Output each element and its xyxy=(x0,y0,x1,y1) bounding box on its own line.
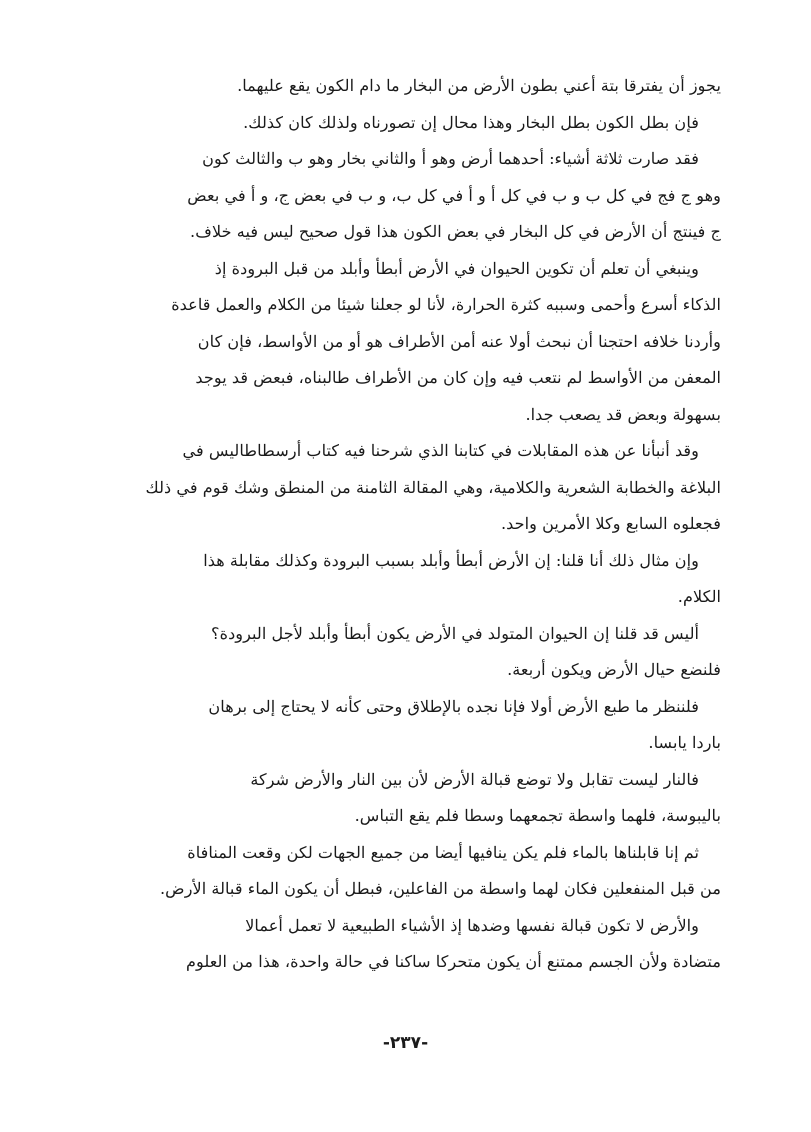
text-line: فجعلوه السابع وكلا الأمرين واحد. xyxy=(500,514,721,533)
text-line: وأردنا خلافه احتجنا أن نبحث أولا عنه أمن الأطراف هو أو من الأواسط، فإن كان xyxy=(197,331,721,351)
text-line: الكلام. xyxy=(677,587,721,606)
text-line: من قبل المنفعلين فكان لهما واسطة من الفاعلين، فبطل أن يكون الماء قبالة الأرض. xyxy=(159,879,721,898)
text-line: وينبغي أن تعلم أن تكوين الحيوان في الأرض أبطأ وأبلد من قبل البرودة إذ xyxy=(214,258,699,278)
text-line: وقد أنبأنا عن هذه المقابلات في كتابنا الذي شرحنا فيه كتاب أرسطاطاليس في xyxy=(182,441,699,460)
text-line: البلاغة والخطابة الشعرية والكلامية، وهي المقالة الثامنة من المنطق وشك قوم في ذلك xyxy=(145,477,721,497)
text-line: وهو ج فج في كل ب و ب في كل أ و أ في كل ب، و ب في بعض ج، و أ في بعض xyxy=(187,185,721,205)
body-text xyxy=(92,68,721,981)
text-line: الذكاء أسرع وأحمى وسببه كثرة الحرارة، لأنا لو جعلنا شيئا من الكلام والعمل قاعدة xyxy=(171,295,721,314)
text-line: بسهولة وبعض قد يصعب جدا. xyxy=(525,404,721,424)
text-line: باردا يابسا. xyxy=(648,733,721,752)
text-line: ج فينتج أن الأرض في كل البخار في بعض الكون هذا قول صحيح ليس فيه خلاف. xyxy=(190,222,721,241)
text-line: المعفن من الأواسط لم نتعب فيه وإن كان من الأطراف طالبناه، فبعض قد يوجد xyxy=(195,368,721,387)
text-line: متضادة ولأن الجسم ممتنع أن يكون متحركا ساكنا في حالة واحدة، هذا من العلوم xyxy=(185,952,721,971)
text-line: أليس قد قلنا إن الحيوان المتولد في الأرض يكون أبطأ وأبلد لأجل البرودة؟ xyxy=(211,623,699,643)
text-line: والأرض لا تكون قبالة نفسها وضدها إذ الأشياء الطبيعية لا تعمل أعمالا xyxy=(245,915,699,935)
text-line: فإن بطل الكون بطل البخار وهذا محال إن تصورناه ولذلك كان كذلك. xyxy=(243,112,699,132)
text-line: ثم إنا قابلناها بالماء فلم يكن ينافيها أيضا من جميع الجهات لكن وقعت المنافاة xyxy=(187,842,699,862)
page-number: -٢٣٧- xyxy=(382,1033,429,1053)
text-line: فالنار ليست تقابل ولا توضع قبالة الأرض لأن بين النار والأرض شركة xyxy=(250,769,699,789)
text-line: وإن مثال ذلك أنا قلنا: إن الأرض أبطأ وأبلد بسبب البرودة وكذلك مقابلة هذا xyxy=(203,550,699,570)
text-line: يجوز أن يفترقا بتة أعني بطون الأرض من البخار ما دام الكون يقع عليهما. xyxy=(237,76,721,95)
text-line: فقد صارت ثلاثة أشياء: أحدهما أرض وهو أ والثاني بخار وهو ب والثالث كون xyxy=(202,149,699,168)
text-line: فلنضع حيال الأرض ويكون أربعة. xyxy=(507,660,721,679)
text-line: باليبوسة، فلهما واسطة تجمعهما وسطا فلم يقع التباس. xyxy=(354,806,721,825)
text-line: فلننظر ما طبع الأرض أولا فإنا نجده بالإطلاق وحتى كأنه لا يحتاج إلى برهان xyxy=(208,696,699,716)
